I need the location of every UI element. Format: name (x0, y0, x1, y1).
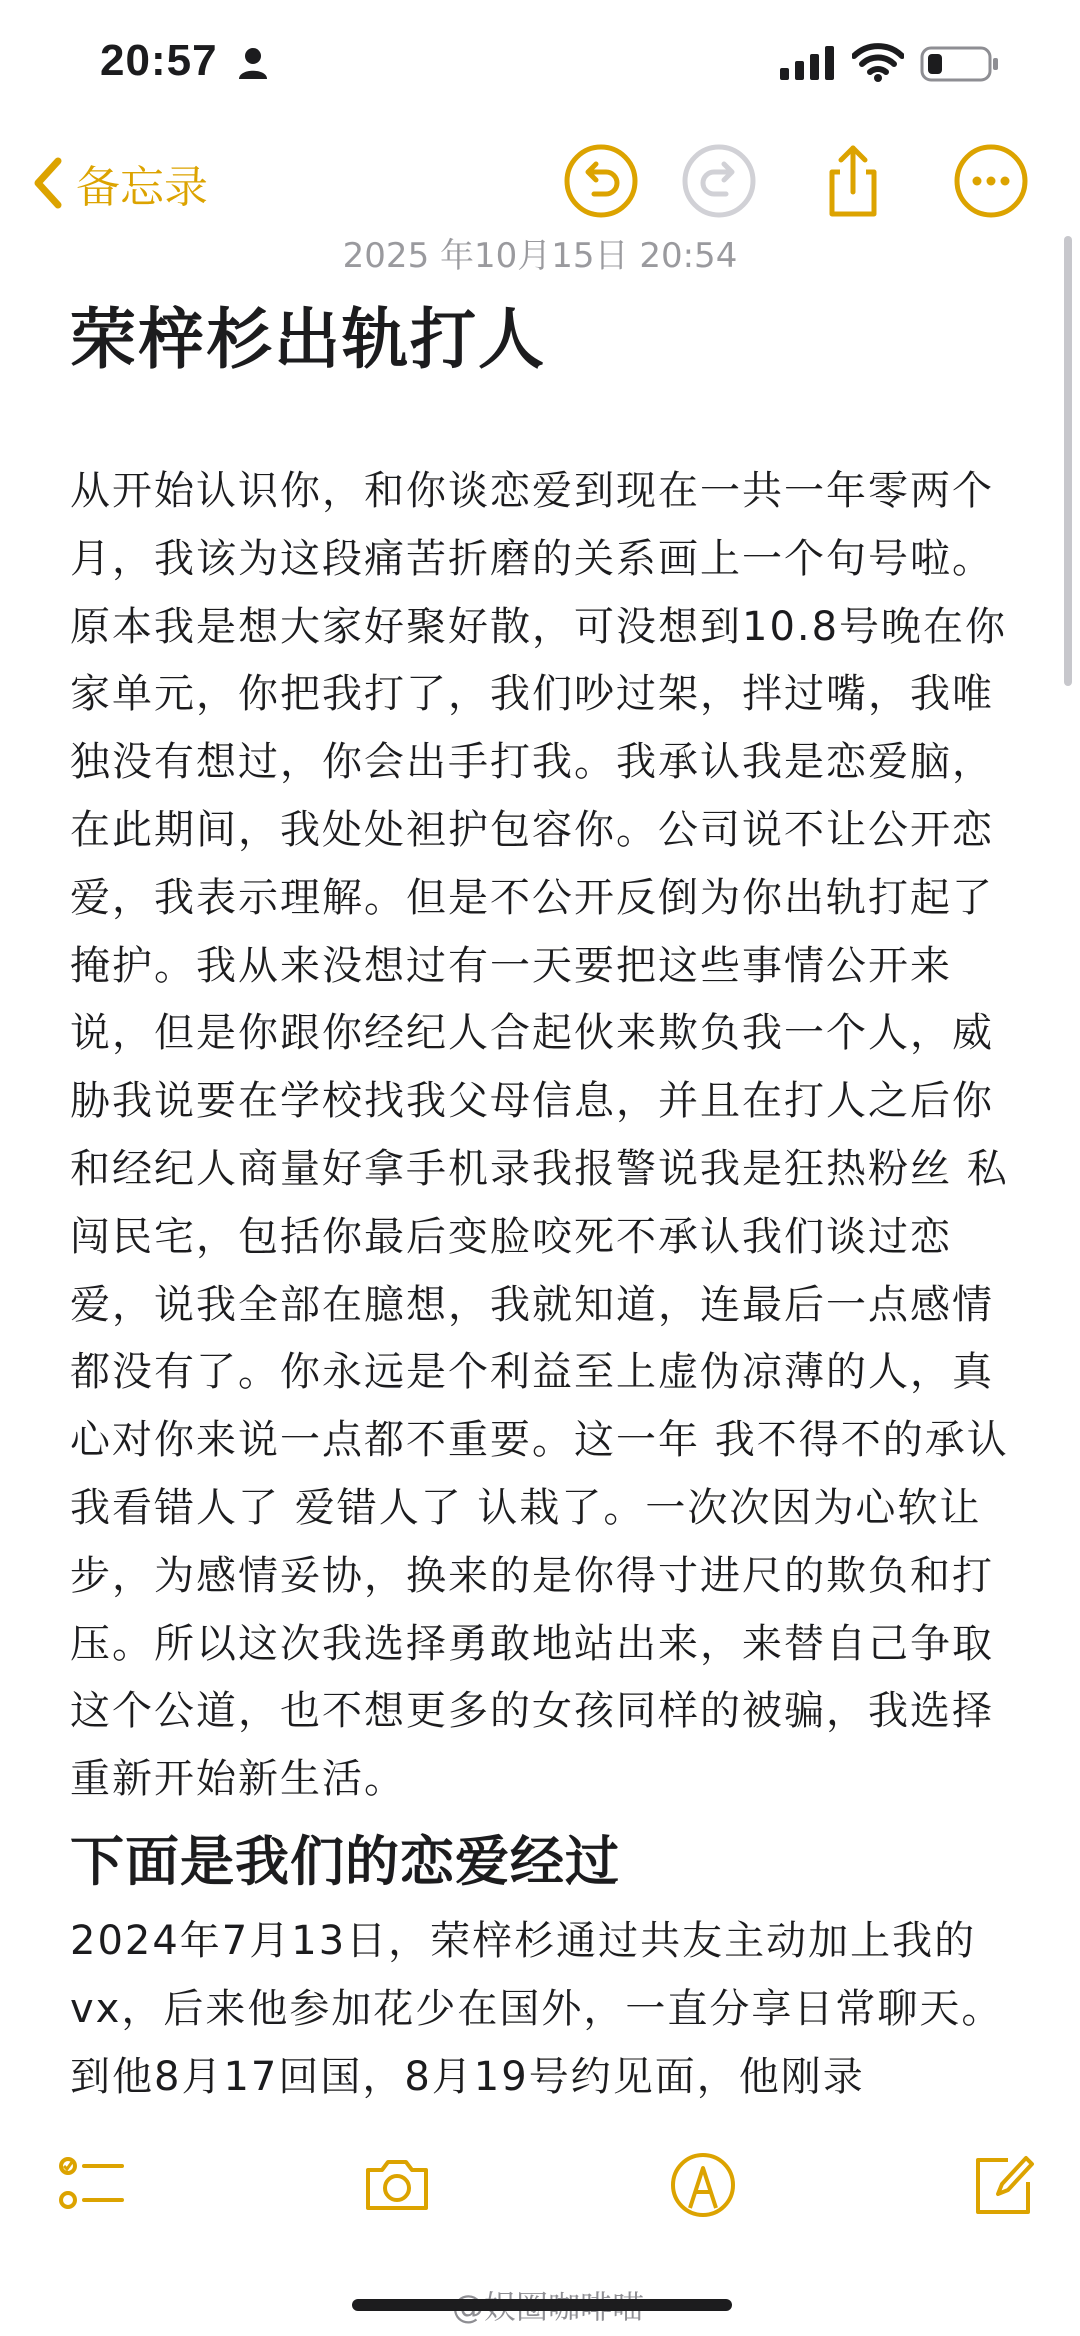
scrollbar[interactable] (1064, 236, 1072, 686)
markup-pen-icon[interactable] (668, 2150, 738, 2220)
person-icon (236, 46, 270, 80)
redo-icon[interactable] (680, 142, 758, 220)
cellular-signal-icon (780, 46, 836, 80)
battery-icon (920, 46, 1000, 82)
note-title[interactable]: 荣梓杉出轨打人 (70, 301, 546, 378)
status-time: 20:57 (100, 36, 218, 85)
home-indicator[interactable] (352, 2299, 732, 2311)
note-paragraph[interactable]: 从开始认识你，和你谈恋爱到现在一共一年零两个月，我该为这段痛苦折磨的关系画上一个句号啦。原本我是想大家好聚好散，可没想到10.8号晚在你家单元，你把我打了，我们吵过架，拌过嘴，我唯独没有想过，你会出手打我。我承认我是恋爱脑，在此期间，我处处袒护包容你。公司说不让公开恋爱，我表示理解。但是不公开反倒为你出轨打起了掩护。我从来没想过有一天要把这些事情公开来说，但是你跟你经纪人合起伙来欺负我一个人，威胁我说要在学校找我父母信息，并且在打人之后你和经纪人商量好拿手机录我报警说我是狂热粉丝 私闯民宅，包括你最后变脸咬死不承认我们谈过恋爱，说我全部在臆想，我就知道，连最后一点感情都没有了。你永远是个利益至上虚伪凉薄的人，真心对你来说一点都不重要。这一年 我不得不的承认我看错人了 爱错人了 认栽了。一次次因为心软让步，为感情妥协，换来的是你得寸进尺的欺负和打压。所以这次我选择勇敢地站出来，来替自己争取这个公道，也不想更多的女孩同样的被骗，我选择重新开始新生活。 (70, 468, 1009, 1803)
note-heading[interactable]: 下面是我们的恋爱经过 (70, 1829, 620, 1893)
compose-icon[interactable] (968, 2150, 1038, 2220)
more-icon[interactable] (952, 142, 1030, 220)
navigation-bar (0, 130, 1080, 240)
status-bar (0, 0, 1080, 130)
back-button[interactable] (28, 148, 208, 218)
note-body[interactable] (70, 292, 1010, 2111)
share-icon[interactable] (814, 142, 892, 220)
note-timestamp: 2025 年10月15日 20:54 (342, 236, 738, 276)
back-label: 备忘录 (76, 162, 208, 213)
wifi-icon (852, 42, 904, 82)
chevron-left-icon (28, 155, 68, 211)
checklist-icon[interactable] (58, 2150, 128, 2220)
note-paragraph[interactable]: 2024年7月13日，荣梓杉通过共友主动加上我的vx，后来他参加花少在国外，一直分享日常聊天。到他8月17回国，8月19号约见面，他刚录 (70, 1917, 1004, 2100)
undo-icon[interactable] (562, 142, 640, 220)
camera-icon[interactable] (362, 2150, 432, 2220)
